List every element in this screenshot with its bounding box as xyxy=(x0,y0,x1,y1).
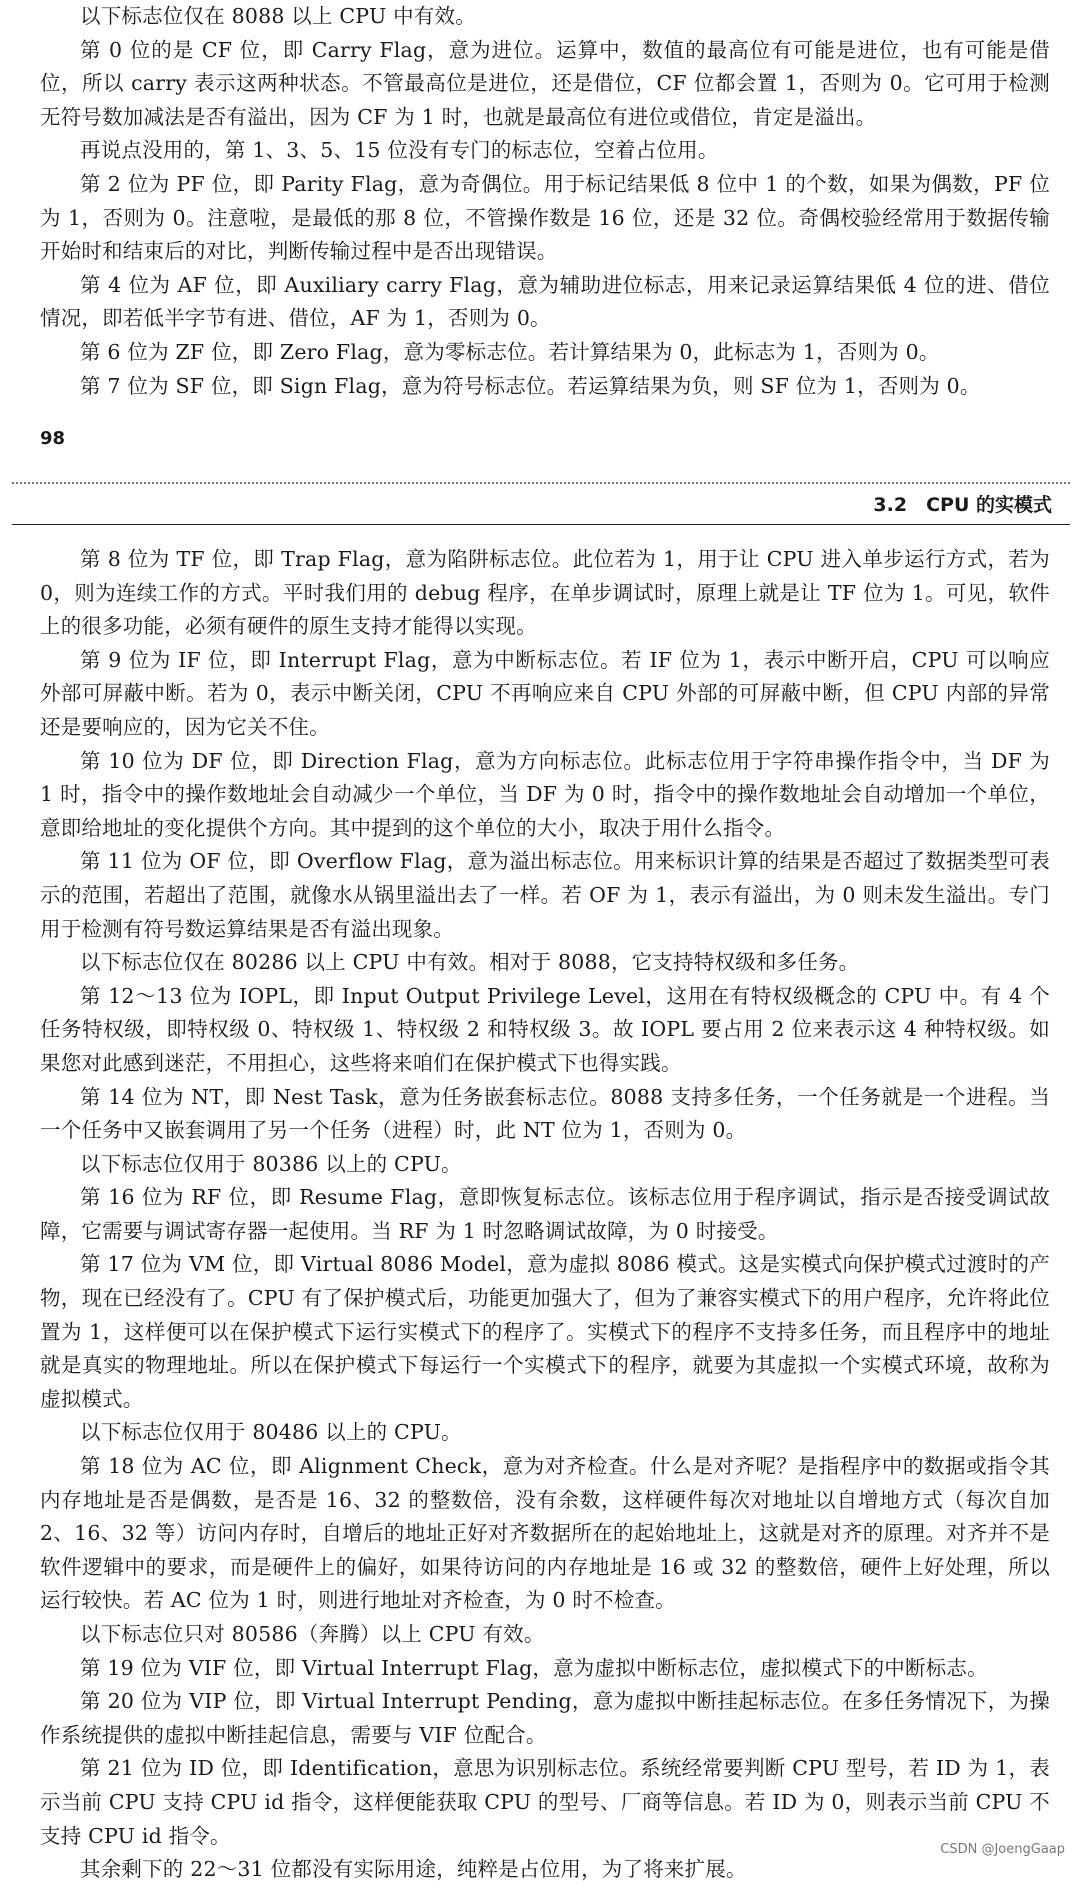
paragraph: 第 8 位为 TF 位，即 Trap Flag，意为陷阱标志位。此位若为 1，用于让 CPU 进入单步运行方式，若为 0，则为连续工作的方式。平时我们用的 debug 程序，在单步调试时，原理上就是让 TF 位为 1。可见，软件上的很多功能，必须有硬件的原生支持才能得以实现。 xyxy=(40,547,1050,639)
paragraph: 以下标志位仅用于 80486 以上的 CPU。 xyxy=(80,1420,462,1445)
paragraph: 第 20 位为 VIP 位，即 Virtual Interrupt Pending，意为虚拟中断挂起标志位。在多任务情况下，为操作系统提供的虚拟中断挂起信息，需要与 VIF 位配合。 xyxy=(40,1689,1050,1747)
page-number: 98 xyxy=(40,428,66,449)
paragraph: 第 16 位为 RF 位，即 Resume Flag，意即恢复标志位。该标志位用于程序调试，指示是否接受调试故障，它需要与调试寄存器一起使用。当 RF 为 1 时忽略调试故障，为 0 时接受。 xyxy=(40,1185,1050,1243)
paragraph: 以下标志位仅在 80286 以上 CPU 中有效。相对于 8088，它支持特权级和多任务。 xyxy=(80,950,860,975)
paragraph: 第 6 位为 ZF 位，即 Zero Flag，意为零标志位。若计算结果为 0，此标志为 1，否则为 0。 xyxy=(80,339,940,364)
paragraph: 以下标志位只对 80586（奔腾）以上 CPU 有效。 xyxy=(80,1622,545,1646)
paragraph: 第 17 位为 VM 位，即 Virtual 8086 Model，意为虚拟 8086 模式。这是实模式向保护模式过渡时的产物，现在已经没有了。CPU 有了保护模式后，功能更加强大了，但为了兼容实模式下的用户程序，允许将此位置为 1，这样便可以在保护模式下运行实模式下的程序了。实模式下的程序不支持多任务，而且程序中的地址就是真实的物理地址。所以在保护模式下每运行一个实模式下的程序，就要为其虚拟一个实模式环境，故称为虚拟模式。 xyxy=(40,1252,1050,1411)
page-divider xyxy=(12,482,1070,484)
paragraph: 其余剩下的 22～31 位都没有实际用途，纯粹是占位用，为了将来扩展。 xyxy=(80,1857,747,1882)
paragraph: 第 2 位为 PF 位，即 Parity Flag，意为奇偶位。用于标记结果低 8 位中 1 的个数，如果为偶数，PF 位为 1，否则为 0。注意啦，是最低的那 8 位，不管操作数是 16 位，还是 32 位。奇偶校验经常用于数据传输开始时和结束后的对比，判断传输过程中是否出现错误。 xyxy=(40,171,1050,264)
paragraph: 第 0 位的是 CF 位，即 Carry Flag，意为进位。运算中，数值的最高位有可能是进位，也有可能是借位，所以 carry 表示这两种状态。不管最高位是进位，还是借位，CF 位都会置 1，否则为 0。它可用于检测无符号数加减法是否有溢出，因为 CF 为 1 时，也就是最高位有进位或借位，肯定是溢出。 xyxy=(40,37,1050,129)
paragraph: 以下标志位仅用于 80386 以上的 CPU。 xyxy=(80,1151,462,1176)
paragraph: 第 10 位为 DF 位，即 Direction Flag，意为方向标志位。此标志位用于字符串操作指令中，当 DF 为 1 时，指令中的操作数地址会自动减少一个单位，当 DF 为 0 时，指令中的操作数地址会自动增加一个单位，意即给地址的变化提供个方向。其中提到的这个单位的大小，取决于用什么指令。 xyxy=(40,748,1050,840)
paragraph: 第 14 位为 NT，即 Nest Task，意为任务嵌套标志位。8088 支持多任务，一个任务就是一个进程。当一个任务中又嵌套调用了另一个任务（进程）时，此 NT 位为 1，否则为 0。 xyxy=(40,1084,1050,1143)
watermark: CSDN @JoengGaap xyxy=(937,1841,1068,1858)
paragraph: 再说点没用的，第 1、3、5、15 位没有专门的标志位，空着占位用。 xyxy=(80,138,719,163)
paragraph: 第 12～13 位为 IOPL，即 Input Output Privilege Level，这用在有特权级概念的 CPU 中。有 4 个任务特权级，即特权级 0、特权级 1、特权级 2 和特权级 3。故 IOPL 要占用 2 位来表示这 4 种特权级。如果您对此感到迷茫，不用担心，这些将来咱们在保护模式下也得实践。 xyxy=(40,983,1050,1075)
paragraph: 第 19 位为 VIF 位，即 Virtual Interrupt Flag，意为虚拟中断标志位，虚拟模式下的中断标志。 xyxy=(80,1655,988,1680)
header-rule xyxy=(12,524,1070,525)
page-98-body xyxy=(40,0,1050,403)
paragraph: 第 9 位为 IF 位，即 Interrupt Flag，意为中断标志位。若 IF 位为 1，表示中断开启，CPU 可以响应外部可屏蔽中断。若为 0，表示中断关闭，CPU 不再响应来自 CPU 外部的可屏蔽中断，但 CPU 内部的异常还是要响应的，因为它关不住。 xyxy=(40,647,1050,739)
running-header: 3.2 CPU 的实模式 xyxy=(873,494,1052,516)
paragraph: 第 21 位为 ID 位，即 Identification，意思为识别标志位。系统经常要判断 CPU 型号，若 ID 为 1，表示当前 CPU 支持 CPU id 指令，这样便能获取 CPU 的型号、厂商等信息。若 ID 为 0，则表示当前 CPU 不支持 CPU id 指令。 xyxy=(40,1756,1050,1848)
paragraph: 第 7 位为 SF 位，即 Sign Flag，意为符号标志位。若运算结果为负，则 SF 位为 1，否则为 0。 xyxy=(80,373,981,398)
paragraph: 第 4 位为 AF 位，即 Auxiliary carry Flag，意为辅助进位标志，用来记录运算结果低 4 位的进、借位情况，即若低半字节有进、借位，AF 为 1，否则为 0。 xyxy=(40,272,1050,331)
page-99-body xyxy=(40,543,1050,1887)
paragraph: 第 18 位为 AC 位，即 Alignment Check，意为对齐检查。什么是对齐呢？是指程序中的数据或指令其内存地址是否是偶数，是否是 16、32 的整数倍，没有余数，这样硬件每次对地址以自增地方式（每次自加 2、16、32 等）访问内存时，自增后的地址正好对齐数据所在的起始地址上，这就是对齐的原理。对齐并不是软件逻辑中的要求，而是硬件上的偏好，如果待访问的内存地址是 16 或 32 的整数倍，硬件上好处理，所以运行较快。若 AC 位为 1 时，则进行地址对齐检查，为 0 时不检查。 xyxy=(40,1454,1050,1613)
paragraph: 第 11 位为 OF 位，即 Overflow Flag，意为溢出标志位。用来标识计算的结果是否超过了数据类型可表示的范围，若超出了范围，就像水从锅里溢出去了一样。若 OF 为 1，表示有溢出，为 0 则未发生溢出。专门用于检测有符号数运算结果是否有溢出现象。 xyxy=(40,849,1050,941)
paragraph: 以下标志位仅在 8088 以上 CPU 中有效。 xyxy=(80,4,476,28)
